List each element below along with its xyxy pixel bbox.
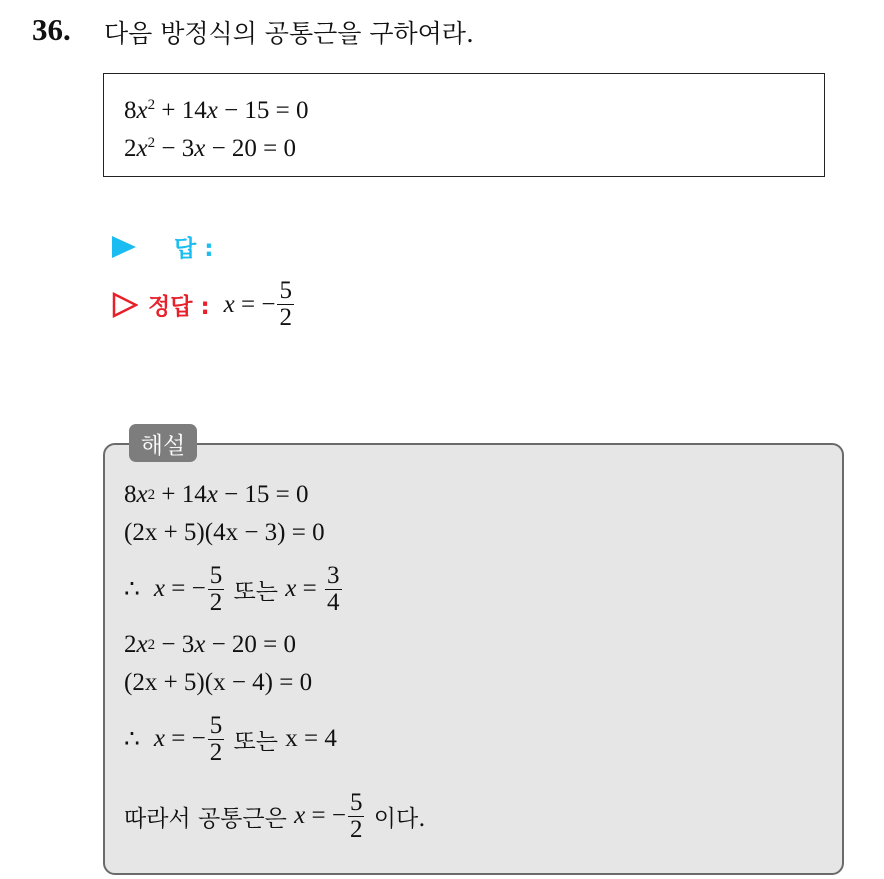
eq1-end: − 15 = 0 xyxy=(217,97,309,124)
root-value: x = 4 xyxy=(285,725,337,752)
fraction xyxy=(325,563,342,616)
var-x: x xyxy=(223,290,235,318)
equals-minus: = − xyxy=(165,575,206,602)
numerator: 5 xyxy=(209,711,223,739)
numerator: 5 xyxy=(279,277,292,304)
correct-answer-expression xyxy=(224,278,296,331)
fraction xyxy=(208,563,225,616)
factored-equation: (2x + 5)(x − 4) = 0 xyxy=(124,669,313,696)
or-word: 또는 xyxy=(226,728,286,755)
eq1-mid: + 14 xyxy=(155,97,207,124)
solution-line-3 xyxy=(124,552,426,626)
denominator: 2 xyxy=(349,815,363,843)
equals: = xyxy=(296,575,323,602)
solution-line-1: 8 x 2 + 14 x − 15 = 0 xyxy=(124,481,309,508)
solution-line-4: 2 x 2 − 3 x − 20 = 0 xyxy=(124,631,297,658)
var-x: x xyxy=(294,802,306,829)
coef: 8 xyxy=(124,481,137,508)
fraction xyxy=(348,790,365,843)
solution-line-7 xyxy=(124,776,426,856)
var-x: x xyxy=(153,725,166,752)
var-x: x xyxy=(194,631,206,658)
factored-equation: (2x + 5)(4x − 3) = 0 xyxy=(124,519,325,546)
solution-line-2 xyxy=(124,514,426,552)
conclusion-text: 따라서 공통근은 xyxy=(124,805,295,832)
question-text: 다음 방정식의 공통근을 구하여라. xyxy=(104,19,474,48)
var-x: x xyxy=(136,97,148,124)
eq2-coef: 2 xyxy=(124,135,137,162)
fraction xyxy=(208,713,225,766)
therefore-symbol: ∴ xyxy=(124,726,140,753)
var-x: x xyxy=(136,135,148,162)
play-triangle-icon xyxy=(112,236,136,258)
question-number: 36. xyxy=(32,12,71,47)
answer-blank-label: 답 : xyxy=(174,236,214,262)
numerator: 3 xyxy=(327,561,340,589)
correct-answer-label: 정답 : xyxy=(148,294,210,320)
coef: 2 xyxy=(124,631,137,658)
equals-minus: = − xyxy=(305,802,346,829)
correct-answer-row xyxy=(112,278,296,331)
therefore-symbol: ∴ xyxy=(124,576,140,603)
equals-minus: = − xyxy=(165,725,206,752)
var-x: x xyxy=(206,97,218,124)
eq1-coef: 8 xyxy=(124,97,137,124)
end: − 20 = 0 xyxy=(205,631,297,658)
equals-minus: = − xyxy=(234,290,276,318)
exponent: 2 xyxy=(147,97,156,113)
equation-2 xyxy=(124,130,824,168)
var-x: x xyxy=(136,631,148,658)
mid: + 14 xyxy=(155,481,207,508)
denominator: 4 xyxy=(327,588,340,616)
denominator: 2 xyxy=(209,588,223,616)
solution-content xyxy=(124,476,426,856)
answer-blank-row xyxy=(112,230,213,263)
solution-line-5 xyxy=(124,664,426,702)
denominator: 2 xyxy=(279,304,292,331)
equation-box xyxy=(103,73,825,177)
var-x: x xyxy=(153,575,166,602)
end: − 15 = 0 xyxy=(217,481,309,508)
conclusion-end: 이다. xyxy=(366,805,426,832)
var-x: x xyxy=(285,575,297,602)
solution-line-6 xyxy=(124,702,426,776)
outline-triangle-icon xyxy=(112,292,138,318)
var-x: x xyxy=(206,481,218,508)
equation-1 xyxy=(124,92,824,130)
var-x: x xyxy=(194,135,206,162)
exponent: 2 xyxy=(147,135,156,151)
eq2-end: − 20 = 0 xyxy=(205,135,297,162)
numerator: 5 xyxy=(209,561,223,589)
fraction xyxy=(277,278,294,331)
solution-title-tab: 해설 xyxy=(129,424,197,462)
numerator: 5 xyxy=(349,788,363,816)
denominator: 2 xyxy=(209,738,223,766)
eq2-mid: − 3 xyxy=(155,135,195,162)
var-x: x xyxy=(136,481,148,508)
mid: − 3 xyxy=(155,631,195,658)
or-word: 또는 xyxy=(226,578,286,605)
